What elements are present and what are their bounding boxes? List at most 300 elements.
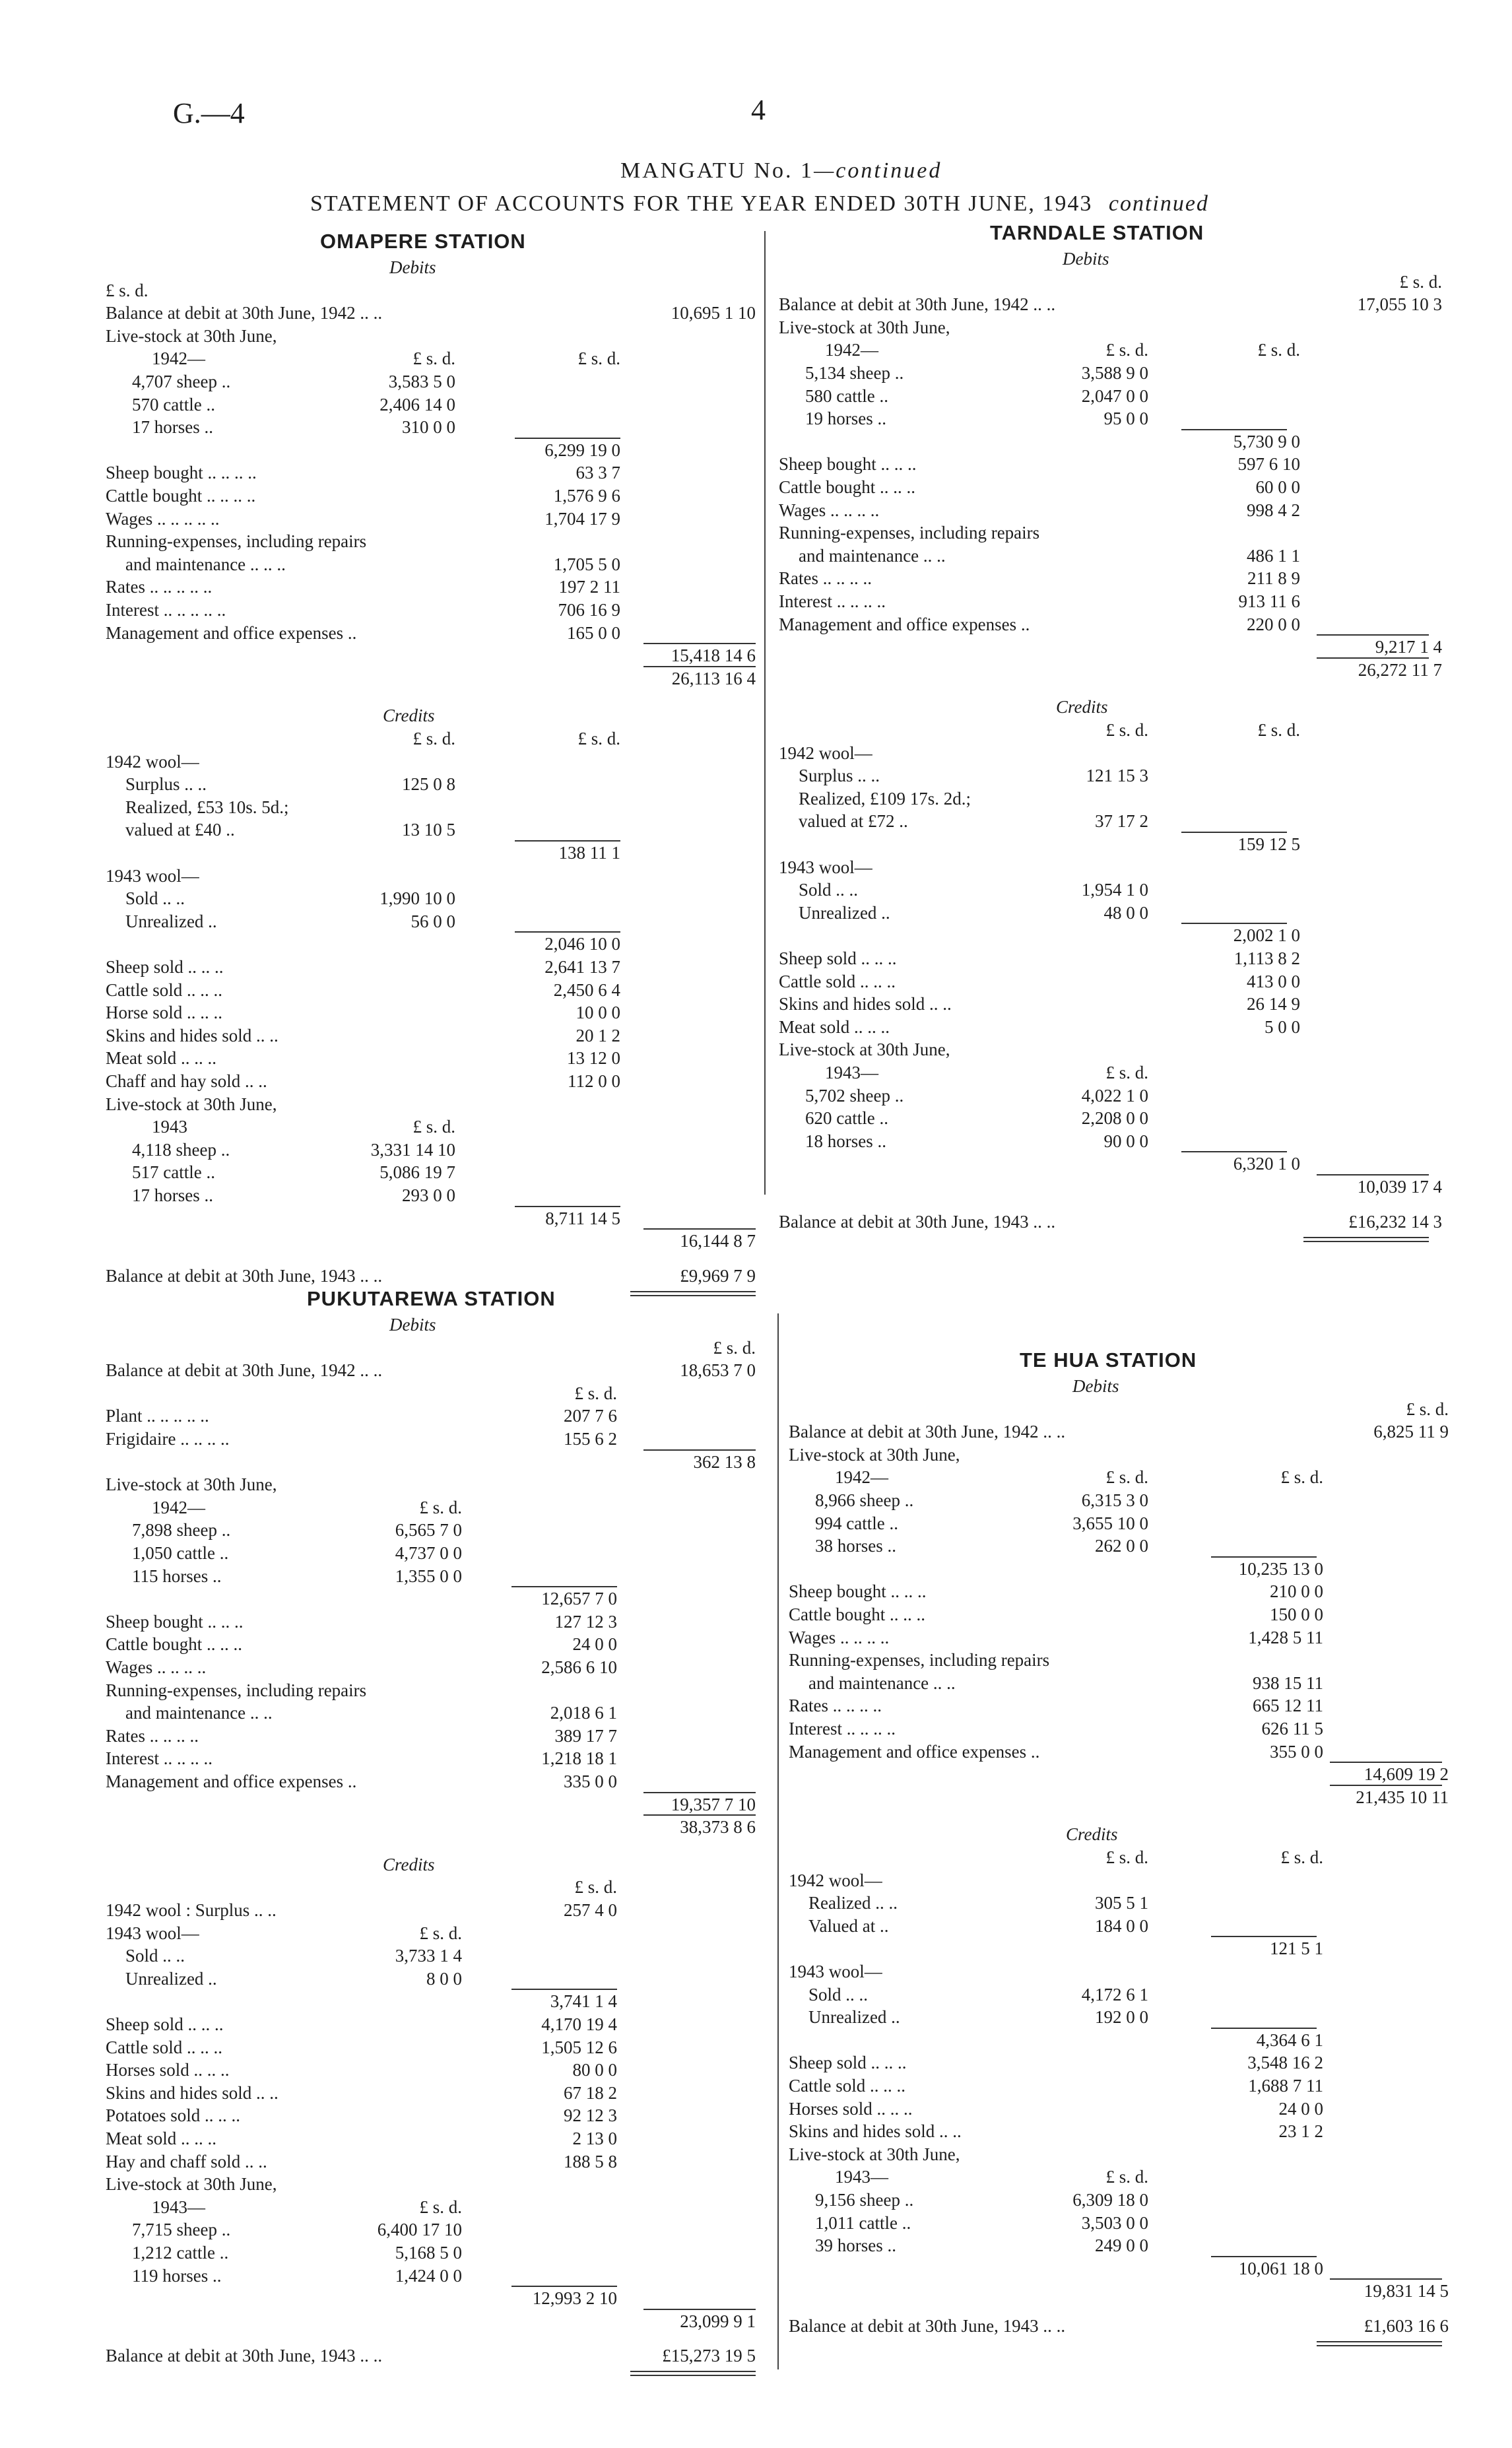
amount-inner: 37 17 2 (1095, 811, 1148, 832)
tehua-debits-heading-text: Debits (1072, 1376, 1119, 1396)
amount-subtotal: 138 11 1 (558, 843, 620, 863)
sum-rule (1317, 1174, 1429, 1175)
row-label: 1943— (825, 1063, 878, 1082)
tarndale-credits-row (779, 1017, 1452, 1041)
amount-subtotal: 155 6 2 (564, 1429, 617, 1449)
tehua-closing-balance (789, 2316, 1455, 2340)
omapere-credits-row (106, 888, 766, 912)
row-label: Realized .. .. (808, 1893, 898, 1913)
pukutarewa-debits-row (106, 1338, 766, 1362)
row-label: Interest .. .. .. .. .. (106, 600, 226, 620)
row-label: 1943— (835, 2167, 888, 2187)
tarndale-debits-row (779, 294, 1452, 318)
sum-rule (515, 1206, 620, 1207)
omapere-debits-row (106, 395, 766, 418)
amount-inner: 184 0 0 (1095, 1915, 1148, 1936)
amount-subtotal: 938 15 11 (1253, 1672, 1323, 1693)
tehua-credits-heading-text: Credits (1066, 1824, 1118, 1845)
sum-rule (643, 1792, 756, 1793)
amount-inner: £ s. d. (412, 348, 455, 369)
sum-rule (511, 1586, 617, 1587)
row-label: 1,011 cattle .. (815, 2212, 911, 2233)
amount-inner: 3,503 0 0 (1081, 2212, 1148, 2233)
tehua-credits-row (789, 1893, 1455, 1917)
amount-inner: £ s. d. (419, 2197, 462, 2217)
sum-rule (1330, 1785, 1442, 1786)
row-label: 1942— (152, 348, 205, 369)
omapere-credits-row (106, 729, 766, 752)
row-label: Realized, £53 10s. 5d.; (125, 797, 289, 817)
pukutarewa-debits-row (106, 1383, 766, 1407)
amount-subtotal: 2 13 0 (572, 2129, 617, 2148)
amount-subtotal: 26 14 9 (1247, 994, 1300, 1014)
tarndale-debits-row (779, 432, 1452, 455)
row-label: Skins and hides sold .. .. (789, 2121, 962, 2142)
amount-inner: 310 0 0 (402, 417, 455, 438)
row-label: Cattle sold .. .. .. (106, 2037, 222, 2057)
sum-rule (1211, 2256, 1317, 2257)
tehua-credits-row (789, 2213, 1455, 2237)
row-label: Potatoes sold .. .. .. (106, 2105, 241, 2126)
row-label: 620 cattle .. (805, 1108, 888, 1129)
amount-subtotal: 23 1 2 (1278, 2121, 1323, 2142)
omapere-credits-row (106, 1003, 766, 1026)
sum-rule (1211, 2028, 1317, 2029)
pukutarewa-debits-row (106, 1566, 766, 1590)
omapere-credits-row (106, 980, 766, 1004)
tehua-debits-row (789, 1536, 1455, 1560)
row-label: Horse sold .. .. .. (106, 1003, 222, 1023)
row-label: 9,156 sheep .. (815, 2190, 914, 2210)
amount-subtotal: 1,428 5 11 (1248, 1627, 1323, 1647)
amount-inner: £ s. d. (419, 1923, 462, 1943)
row-label: 1943 wool— (106, 865, 199, 886)
omapere-credits-row (106, 1231, 766, 1255)
row-label: Cattle bought .. .. .. (789, 1604, 925, 1624)
row-label: Sheep bought .. .. .. .. (106, 463, 257, 483)
row-label: 119 horses .. (132, 2265, 222, 2286)
row-label: 17 horses .. (132, 1185, 213, 1205)
row-label: Unrealized .. (125, 911, 217, 931)
tehua-credits-row (789, 2281, 1455, 2305)
amount-inner: 5,086 19 7 (379, 1162, 455, 1183)
row-label: Cattle sold .. .. .. (106, 979, 222, 1000)
row-label: Horses sold .. .. .. (789, 2098, 913, 2119)
tehua-credits-row (789, 2076, 1455, 2100)
row-label: 1942 wool— (779, 743, 872, 763)
closing-balance-label: Balance at debit at 30th June, 1943 .. .. (779, 1211, 1056, 1232)
row-label: 39 horses .. (815, 2235, 896, 2256)
amount-subtotal: 1,505 12 6 (541, 2037, 617, 2057)
amount-subtotal: 335 0 0 (564, 1771, 617, 1791)
row-label: Live-stock at 30th June, (106, 1094, 277, 1114)
amount-subtotal: 60 0 0 (1255, 477, 1300, 497)
row-label: Live-stock at 30th June, (779, 317, 950, 337)
pukutarewa-credits-row (106, 2174, 766, 2198)
tehua-credits-row (789, 1985, 1455, 2008)
amount-total: 6,825 11 9 (1373, 1422, 1449, 1442)
tarndale-debits-row (779, 272, 1452, 296)
tehua-credits-row (789, 2121, 1455, 2145)
row-label: Rates .. .. .. .. .. (106, 577, 213, 597)
pukutarewa-debits-heading-text: Debits (389, 1315, 436, 1335)
statement-title (310, 193, 1209, 215)
tarndale-debits-row (779, 477, 1452, 501)
row-label: 1,212 cattle .. (132, 2243, 229, 2263)
closing-balance-double-rule (1303, 1237, 1429, 1242)
tarndale-debits-row (779, 386, 1452, 410)
amount-subtotal: 1,705 5 0 (553, 554, 620, 574)
pukutarewa-debits-row (106, 1703, 766, 1727)
tarndale-closing-balance (779, 1212, 1452, 1236)
row-label: 994 cattle .. (815, 1513, 898, 1533)
amount-inner: 13 10 5 (402, 820, 455, 840)
amount-subtotal: 1,113 8 2 (1233, 948, 1300, 968)
sum-rule (643, 1228, 756, 1230)
tarndale-credits-row (779, 903, 1452, 927)
amount-inner: 2,406 14 0 (379, 394, 455, 414)
row-label: 1943 wool— (106, 1923, 199, 1943)
amount-subtotal: £ s. d. (1257, 720, 1300, 740)
row-label: Interest .. .. .. .. (779, 591, 886, 611)
page-number: 4 (751, 94, 766, 126)
row-label: Surplus .. .. (125, 774, 207, 795)
amount-inner: 192 0 0 (1095, 2007, 1148, 2028)
column-divider-bottom (777, 1313, 779, 2369)
closing-balance-value: £9,969 7 9 (680, 1265, 756, 1286)
amount-inner: 1,424 0 0 (395, 2265, 462, 2286)
row-label: 1943— (152, 2197, 205, 2217)
amount-inner: £ s. d. (412, 729, 455, 748)
row-label: 17 horses .. (132, 417, 213, 438)
tehua-credits-row (789, 2007, 1455, 2031)
tehua-credits-row (789, 2190, 1455, 2214)
row-label: Live-stock at 30th June, (106, 1474, 277, 1495)
tarndale-credits-row (779, 1063, 1452, 1086)
tarndale-debits-row (779, 591, 1452, 615)
omapere-debits-row (106, 600, 766, 624)
tehua-debits-row (789, 1467, 1455, 1491)
closing-balance-value: £16,232 14 3 (1348, 1211, 1442, 1232)
row-label: Cattle sold .. .. .. (779, 971, 896, 991)
amount-subtotal: 92 12 3 (564, 2105, 617, 2126)
row-label: 1942— (152, 1497, 205, 1517)
row-label: Sheep sold .. .. .. (779, 948, 897, 968)
amount-total: 19,357 7 10 (671, 1794, 756, 1814)
row-label: 19 horses .. (805, 409, 886, 429)
row-label: Balance at debit at 30th June, 1942 .. .. (106, 1360, 383, 1381)
amount-total: 362 13 8 (693, 1451, 756, 1472)
amount-subtotal: 150 0 0 (1270, 1604, 1323, 1624)
amount-inner: 4,172 6 1 (1081, 1984, 1148, 2004)
amount-subtotal: 3,741 1 4 (550, 1991, 617, 2012)
omapere-credits-row (106, 1094, 766, 1118)
row-label: Plant .. .. .. .. .. (106, 1406, 209, 1426)
omapere-credits-row (106, 911, 766, 935)
row-label: Management and office expenses .. (106, 622, 357, 643)
amount-subtotal: 413 0 0 (1247, 971, 1300, 991)
amount-subtotal: £ s. d. (577, 729, 620, 748)
omapere-credits-row (106, 934, 766, 958)
row-label: Wages .. .. .. .. (779, 500, 880, 520)
omapere-debits-row (106, 463, 766, 486)
tarndale-credits-row (779, 811, 1452, 835)
row-label: 1943 wool— (779, 857, 872, 877)
amount-subtotal: 4,170 19 4 (541, 2014, 617, 2034)
amount-total: £ s. d. (1406, 1399, 1449, 1419)
tehua-debits-row (789, 1445, 1455, 1469)
row-label: Sheep sold .. .. .. (106, 957, 224, 977)
omapere-credits-row (106, 1071, 766, 1095)
pukutarewa-credits-row (106, 1969, 766, 1993)
amount-inner: 5,168 5 0 (395, 2243, 462, 2263)
row-label: 1942 wool— (106, 751, 199, 772)
amount-total: 21,435 10 11 (1356, 1787, 1449, 1807)
tarndale-debits-row (779, 317, 1452, 341)
pukutarewa-credits-row (106, 1923, 766, 1947)
row-label: Balance at debit at 30th June, 1942 .. .. (106, 303, 383, 323)
sum-rule (511, 2286, 617, 2287)
tehua-credits-row (789, 2144, 1455, 2168)
amount-subtotal: 24 0 0 (572, 1634, 617, 1655)
row-label: Running-expenses, including repairs (106, 531, 367, 552)
omapere-debits-row (106, 669, 766, 692)
tarndale-credits-row (779, 1086, 1452, 1109)
amount-subtotal: 1,704 17 9 (544, 508, 620, 529)
tarndale-credits-row (779, 972, 1452, 995)
omapere-debits-row (106, 348, 766, 372)
tehua-title: TE HUA STATION (1020, 1348, 1197, 1372)
row-label: Wages .. .. .. .. (106, 1657, 207, 1677)
row-label: Meat sold .. .. .. (779, 1016, 890, 1037)
amount-subtotal: 355 0 0 (1270, 1741, 1323, 1762)
row-label: Wages .. .. .. .. (789, 1627, 890, 1647)
pukutarewa-credits-row (106, 2129, 766, 2152)
tehua-debits-row (789, 1650, 1455, 1674)
omapere-credits-row (106, 774, 766, 798)
sum-rule (1330, 1762, 1442, 1763)
omapere-credits-row (106, 843, 766, 867)
sum-rule (511, 1989, 617, 1990)
row-label: Live-stock at 30th June, (106, 2174, 277, 2195)
pukutarewa-debits-row (106, 1726, 766, 1750)
amount-total: 38,373 8 6 (680, 1817, 756, 1837)
tehua-credits-row (789, 2167, 1455, 2191)
amount-total: £ s. d. (713, 1337, 756, 1358)
row-label: Sold .. .. (808, 1984, 869, 2004)
closing-balance-label: Balance at debit at 30th June, 1943 .. .. (106, 2346, 383, 2366)
tehua-debits-row (789, 1673, 1455, 1697)
row-label: Skins and hides sold .. .. (106, 2082, 279, 2103)
row-label: £ s. d. (106, 280, 148, 300)
amount-subtotal: 5,730 9 0 (1233, 431, 1300, 451)
tehua-debits-row (789, 1628, 1455, 1651)
pukutarewa-credits-row (106, 2311, 766, 2335)
row-label: Rates .. .. .. .. (779, 568, 872, 589)
amount-subtotal: 10 0 0 (575, 1003, 620, 1023)
tehua-debits-row (789, 1559, 1455, 1583)
pukutarewa-credits-row (106, 2083, 766, 2107)
amount-inner: 6,315 3 0 (1081, 1490, 1148, 1510)
tehua-debits-row (789, 1422, 1455, 1445)
closing-balance-label: Balance at debit at 30th June, 1943 .. .. (106, 1265, 383, 1286)
tehua-credits-row (789, 1916, 1455, 1940)
tehua-debits-row (789, 1719, 1455, 1742)
amount-subtotal: 10,235 13 0 (1238, 1558, 1323, 1579)
row-label: Live-stock at 30th June, (789, 1444, 960, 1465)
pukutarewa-credits-row (106, 2220, 766, 2243)
omapere-debits-row (106, 417, 766, 441)
sum-rule (1211, 1556, 1317, 1558)
amount-inner: 1,954 1 0 (1081, 880, 1148, 900)
amount-subtotal: 12,993 2 10 (532, 2288, 617, 2309)
row-label: Sheep bought .. .. .. (789, 1581, 927, 1602)
tehua-debits-row (789, 1787, 1455, 1811)
tehua-credits-row (789, 2053, 1455, 2076)
tarndale-credits-row (779, 1108, 1452, 1132)
sum-rule (643, 1449, 756, 1451)
amount-inner: £ s. d. (1105, 1063, 1148, 1082)
row-label: Rates .. .. .. .. (789, 1696, 882, 1716)
amount-subtotal: £ s. d. (577, 348, 620, 369)
omapere-debits-row (106, 440, 766, 464)
sum-rule (1330, 2278, 1442, 2280)
row-label: 1942 wool : Surplus .. .. (106, 1900, 277, 1920)
tarndale-debits-row (779, 454, 1452, 478)
amount-inner: £ s. d. (1105, 2167, 1148, 2187)
row-label: valued at £72 .. (799, 811, 908, 832)
amount-total: 15,418 14 6 (671, 645, 756, 666)
amount-subtotal: 2,586 6 10 (541, 1657, 617, 1677)
amount-subtotal: 197 2 11 (558, 577, 620, 597)
amount-subtotal: 20 1 2 (575, 1025, 620, 1045)
tarndale-debits-row (779, 363, 1452, 387)
tehua-credits-row (789, 2099, 1455, 2123)
tarndale-credits-row (779, 1131, 1452, 1155)
pukutarewa-credits-row (106, 2266, 766, 2290)
amount-subtotal: 2,450 6 4 (553, 979, 620, 1000)
omapere-debits-row (106, 577, 766, 601)
pukutarewa-debits-row (106, 1748, 766, 1772)
amount-subtotal: 706 16 9 (558, 600, 620, 620)
tehua-credits-row (789, 2030, 1455, 2054)
amount-total: 26,113 16 4 (671, 668, 756, 688)
row-label: Sheep sold .. .. .. (106, 2014, 224, 2034)
pukutarewa-debits-row (106, 1657, 766, 1681)
pukutarewa-credits-row (106, 1991, 766, 2015)
amount-subtotal: 12,657 7 0 (541, 1589, 617, 1609)
tarndale-credits-row (779, 834, 1452, 858)
pukutarewa-credits-row (106, 2243, 766, 2266)
row-label: 570 cattle .. (132, 394, 215, 414)
amount-subtotal: 10,061 18 0 (1238, 2258, 1323, 2278)
row-label: 1942— (825, 340, 878, 360)
tarndale-credits-row (779, 789, 1452, 812)
pukutarewa-credits-row (106, 1877, 766, 1901)
omapere-credits-heading-text: Credits (383, 706, 435, 726)
tarndale-debits-row (779, 568, 1452, 592)
sum-rule (643, 1814, 756, 1816)
omapere-debits-heading-text: Debits (389, 257, 436, 277)
document-title (620, 160, 942, 182)
row-label: Sheep sold .. .. .. (789, 2053, 907, 2073)
amount-inner: 3,331 14 10 (370, 1139, 455, 1160)
row-label: 1943 wool— (789, 1962, 882, 1981)
row-label: 4,118 sheep .. (132, 1139, 230, 1160)
omapere-debits-row (106, 509, 766, 533)
omapere-debits-row (106, 554, 766, 578)
row-label: and maintenance .. .. (125, 1703, 273, 1723)
amount-inner: 1,355 0 0 (395, 1566, 462, 1586)
tarndale-credits-row (779, 880, 1452, 904)
row-label: 1942— (835, 1467, 888, 1488)
tarndale-debits-row (779, 340, 1452, 364)
amount-inner: 4,022 1 0 (1081, 1085, 1148, 1106)
omapere-debits-row (106, 531, 766, 555)
tarndale-debits-row (779, 500, 1452, 524)
tarndale-credits-row (779, 925, 1452, 949)
amount-inner: 3,655 10 0 (1072, 1513, 1148, 1533)
row-label: Frigidaire .. .. .. .. (106, 1429, 230, 1449)
amount-subtotal: 257 4 0 (564, 1900, 617, 1920)
amount-inner: £ s. d. (419, 1497, 462, 1517)
amount-inner: £ s. d. (1105, 720, 1148, 740)
tarndale-debits-row (779, 546, 1452, 570)
row-label: 1942 wool— (789, 1870, 882, 1890)
amount-inner: 293 0 0 (402, 1185, 455, 1205)
omapere-credits-row (106, 820, 766, 844)
tarndale-credits-row (779, 1177, 1452, 1201)
row-label: Valued at .. (808, 1915, 889, 1936)
amount-subtotal: 1,688 7 11 (1248, 2076, 1323, 2096)
row-label: 4,707 sheep .. (132, 372, 231, 391)
sum-rule (1211, 1936, 1317, 1937)
amount-inner: 90 0 0 (1103, 1131, 1148, 1151)
document-title-main: MANGATU No. 1 (620, 158, 814, 183)
tehua-credits-row (789, 2235, 1455, 2259)
omapere-credits-row (106, 957, 766, 981)
row-label: Running-expenses, including repairs (789, 1650, 1050, 1671)
row-label: Running-expenses, including repairs (106, 1680, 367, 1700)
row-label: 517 cattle .. (132, 1162, 215, 1183)
amount-inner: 6,400 17 10 (377, 2220, 462, 2240)
sum-rule (515, 438, 620, 439)
closing-balance-double-rule (630, 2371, 756, 2376)
amount-inner: 6,565 7 0 (395, 1520, 462, 1540)
pukutarewa-closing-balance (106, 2346, 766, 2369)
row-label: Interest .. .. .. .. (789, 1719, 896, 1738)
amount-subtotal: 5 0 0 (1265, 1016, 1300, 1037)
amount-inner: 4,737 0 0 (395, 1543, 462, 1563)
tarndale-credits-row (779, 743, 1452, 767)
row-label: Management and office expenses .. (106, 1771, 357, 1791)
amount-subtotal: 13 12 0 (567, 1048, 620, 1069)
pukutarewa-debits-row (106, 1474, 766, 1498)
omapere-credits-row (106, 1162, 766, 1186)
amount-subtotal: 665 12 11 (1253, 1696, 1323, 1716)
row-label: Sold .. .. (125, 888, 185, 909)
pukutarewa-debits-row (106, 1360, 766, 1384)
omapere-credits-row (106, 1185, 766, 1209)
sum-rule (1181, 429, 1287, 430)
amount-subtotal: 2,046 10 0 (544, 934, 620, 954)
tehua-debits-row (789, 1696, 1455, 1719)
closing-balance-double-rule (1317, 2341, 1442, 2346)
row-label: Surplus .. .. (799, 766, 880, 786)
row-label: Live-stock at 30th June, (789, 2144, 960, 2164)
tehua-credits-row (789, 1847, 1455, 1871)
sum-rule (1181, 923, 1287, 924)
